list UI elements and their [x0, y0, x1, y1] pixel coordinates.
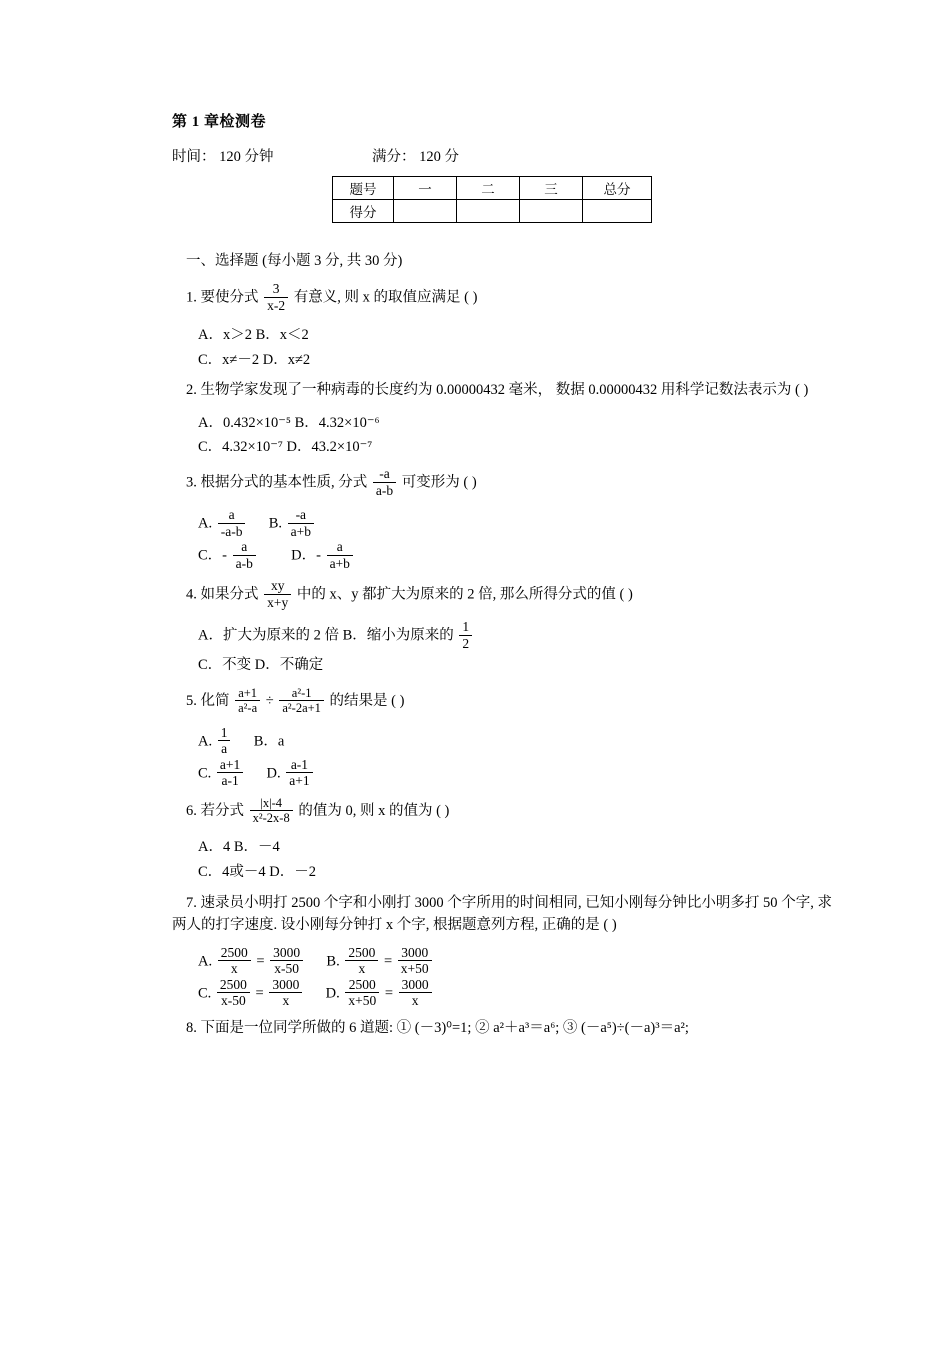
q7-option-row-2: [198, 978, 832, 1010]
q7-options: [198, 946, 832, 1010]
q5-option-d-num: a-1: [290, 756, 309, 772]
q7-option-b-equals: =: [383, 952, 393, 969]
q1-option-row-2: C．x≠－2 D．x≠2: [198, 351, 311, 368]
page-title: 第 1 章检测卷: [172, 114, 267, 130]
q7-option-b-right-fraction: [398, 945, 432, 977]
score-cell: 二: [457, 177, 520, 200]
exam-time: 时间： 120 分钟: [172, 149, 274, 165]
q3-fraction-numerator: -a: [379, 466, 390, 482]
score-cell: [583, 200, 652, 223]
score-cell: 总分: [583, 177, 652, 200]
q7-stem: 7. 速录员小明打 2500 个字和小刚打 3000 个字所用的时间相同, 已知小刚每分钟比小明多打 50 个字, 求两人的打字速度. 设小刚每分钟打 x 个字, 根据题意列方程, 正确的是 ( ): [172, 894, 832, 934]
section-heading-choice: 一、选择题 (每小题 3 分, 共 30 分): [186, 253, 403, 269]
table-row: [333, 177, 652, 200]
q3-option-a-den: -a-b: [218, 523, 246, 540]
q7-b-right-den: x+50: [398, 960, 432, 977]
q4-option-row-2: C．不变 D．不确定: [198, 657, 324, 674]
q7-d-left-den: x+50: [345, 992, 379, 1009]
q1-stem-b: 有意义, 则 x 的取值应满足 ( ): [293, 289, 478, 306]
q5-options: [198, 726, 832, 790]
q7-option-b-left-fraction: [345, 945, 378, 977]
q3-option-b-den: a+b: [288, 523, 314, 540]
q7-d-right-den: x: [399, 992, 432, 1009]
q5-option-c-fraction: [217, 757, 243, 789]
q3-option-d-label: D．-: [291, 547, 321, 564]
q5-option-d-fraction: [286, 757, 312, 789]
q4-options: [198, 620, 832, 680]
score-cell: 一: [394, 177, 457, 200]
q7-a-right-den: x-50: [270, 960, 303, 977]
score-cell: [457, 200, 520, 223]
q7-option-b-label: B.: [326, 952, 340, 969]
q5-f1-den: a²-a: [235, 700, 260, 715]
q8-stem: 8. 下面是一位同学所做的 6 道题: ① (－3)⁰=1; ② a²＋a³＝a⁶; ③ (－a⁵)÷(－a)³＝a²;: [186, 1019, 689, 1036]
q5-option-a-label: A.: [198, 732, 213, 749]
q3-option-d-num: a: [336, 539, 343, 555]
q3-fraction: [373, 466, 396, 498]
q3-option-b-fraction: [288, 507, 314, 539]
q5-option-c-label: C.: [198, 764, 212, 781]
q3-option-a-fraction: [218, 507, 246, 539]
q5-option-a-fraction: [218, 725, 231, 757]
q3-fraction-denominator: a-b: [373, 482, 396, 499]
q7-b-left-den: x: [345, 960, 378, 977]
q2-option-row-2: C．4.32×10⁻⁷ D．43.2×10⁻⁷: [198, 439, 373, 456]
q7-d-right-num: 3000: [401, 976, 429, 992]
q5-option-a-den: a: [218, 740, 231, 757]
q3-option-a-num: a: [228, 507, 235, 523]
q3-options: [198, 508, 832, 572]
exam-meta: [172, 145, 832, 166]
exam-full-score: 满分： 120 分: [372, 149, 459, 165]
q7-option-c-label: C.: [198, 984, 212, 1001]
question-1: [186, 282, 832, 314]
q4-stem-a: 4. 如果分式: [186, 586, 259, 603]
q5-option-d-label: D.: [266, 764, 281, 781]
q7-option-a-equals: =: [256, 952, 265, 969]
q7-option-d-label: D.: [325, 984, 340, 1001]
q5-fraction-2: [279, 686, 324, 716]
q6-stem-a: 6. 若分式: [186, 802, 244, 819]
q2-stem: 2. 生物学家发现了一种病毒的长度约为 0.00000432 毫米， 数据 0.00000432 用科学记数法表示为 ( ): [186, 382, 809, 399]
question-8: [186, 1017, 832, 1039]
question-4: [186, 579, 832, 611]
q6-option-row-1: A．4 B．－4: [198, 839, 280, 856]
q6-fraction-denominator: x²-2x-8: [250, 810, 293, 825]
score-cell: 得分: [333, 200, 394, 223]
q5-option-row-2: [198, 758, 832, 790]
q6-option-row-2: C．4或－4 D．－2: [198, 863, 317, 880]
q4-fraction-denominator: x+y: [264, 594, 291, 611]
q5-f2-num: a²-1: [291, 685, 312, 700]
q5-option-a-num: 1: [220, 724, 228, 740]
q1-option-row-1: A．x＞2 B．x＜2: [198, 327, 309, 344]
q5-option-c-den: a-1: [217, 772, 243, 789]
q3-option-a-label: A.: [198, 515, 213, 532]
q7-option-a-left-fraction: [218, 945, 251, 977]
score-cell: 三: [520, 177, 583, 200]
q4-option-b-den: 2: [459, 635, 472, 652]
q5-stem-a: 5. 化简: [186, 692, 230, 709]
q7-b-right-num: 3000: [401, 944, 429, 960]
q3-option-d-den: a+b: [327, 555, 353, 572]
q1-fraction-denominator: x-2: [264, 297, 288, 314]
q4-option-b-fraction: [459, 619, 472, 651]
document-content: [172, 110, 832, 1048]
q7-option-d-equals: =: [384, 984, 394, 1001]
q1-fraction: [264, 281, 288, 313]
q7-c-left-num: 2500: [219, 976, 247, 992]
q5-option-c-num: a+1: [219, 756, 241, 772]
table-row: [333, 200, 652, 223]
q4-stem-b: 中的 x、y 都扩大为原来的 2 倍, 那么所得分式的值 ( ): [296, 586, 633, 603]
q6-stem-b: 的值为 0, 则 x 的值为 ( ): [298, 802, 450, 819]
question-2: [172, 379, 832, 401]
q7-c-right-num: 3000: [272, 976, 300, 992]
q5-f2-den: a²-2a+1: [279, 700, 324, 715]
q5-option-row-1: [198, 726, 832, 758]
q3-stem-b: 可变形为 ( ): [401, 474, 477, 491]
score-cell: [520, 200, 583, 223]
q5-divide-sign: ÷: [265, 692, 274, 709]
q6-fraction: [250, 796, 293, 826]
q7-option-a-right-fraction: [270, 945, 303, 977]
q7-a-left-num: 2500: [220, 944, 248, 960]
q3-option-row-1: [198, 508, 832, 540]
q1-stem-a: 1. 要使分式: [186, 289, 259, 306]
q3-option-row-2: [198, 540, 832, 572]
q7-a-right-num: 3000: [273, 944, 301, 960]
q2-options: [198, 411, 832, 460]
q5-fraction-1: [235, 686, 260, 716]
q3-stem-a: 3. 根据分式的基本性质, 分式: [186, 474, 368, 491]
q7-option-d-left-fraction: [345, 977, 379, 1009]
q3-option-c-label: C．-: [198, 547, 227, 564]
score-cell: [394, 200, 457, 223]
q3-option-b-num: -a: [295, 507, 307, 523]
q6-options: [198, 835, 832, 884]
question-3: [186, 467, 832, 499]
q3-option-c-num: a: [241, 539, 248, 555]
q2-option-row-1: A．0.432×10⁻⁵ B．4.32×10⁻⁶: [198, 414, 380, 431]
q4-option-row-1: [198, 620, 832, 652]
q4-fraction-numerator: xy: [270, 578, 285, 594]
q7-option-c-equals: =: [255, 984, 264, 1001]
q7-option-row-1: [198, 946, 832, 978]
question-5: [186, 687, 832, 717]
q7-option-c-right-fraction: [269, 977, 302, 1009]
q3-option-c-den: a-b: [233, 555, 256, 572]
q5-f1-num: a+1: [238, 685, 258, 700]
score-table: [332, 176, 652, 223]
q7-c-right-den: x: [269, 992, 302, 1009]
q4-fraction: [264, 578, 291, 610]
question-7: [172, 892, 832, 937]
q6-fraction-numerator: |x|-4: [260, 795, 282, 810]
q1-options: [198, 323, 832, 372]
q3-option-d-fraction: [327, 539, 353, 571]
q7-b-left-num: 2500: [348, 944, 376, 960]
q7-d-left-num: 2500: [348, 976, 376, 992]
q7-a-left-den: x: [218, 960, 251, 977]
q7-option-d-right-fraction: [399, 977, 432, 1009]
q5-option-b-label: B．a: [253, 732, 285, 749]
q7-c-left-den: x-50: [217, 992, 250, 1009]
q3-option-b-label: B.: [268, 515, 283, 532]
question-6: [186, 797, 832, 827]
q7-option-a-label: A.: [198, 952, 213, 969]
q4-option-ab-label: A．扩大为原来的 2 倍 B．缩小为原来的: [198, 627, 454, 644]
q3-option-c-fraction: [233, 539, 256, 571]
q1-fraction-numerator: 3: [272, 281, 280, 296]
score-cell: 题号: [333, 177, 394, 200]
q7-option-c-left-fraction: [217, 977, 250, 1009]
q4-option-b-num: 1: [462, 619, 470, 635]
q5-option-d-den: a+1: [286, 772, 312, 789]
q5-stem-b: 的结果是 ( ): [329, 692, 405, 709]
